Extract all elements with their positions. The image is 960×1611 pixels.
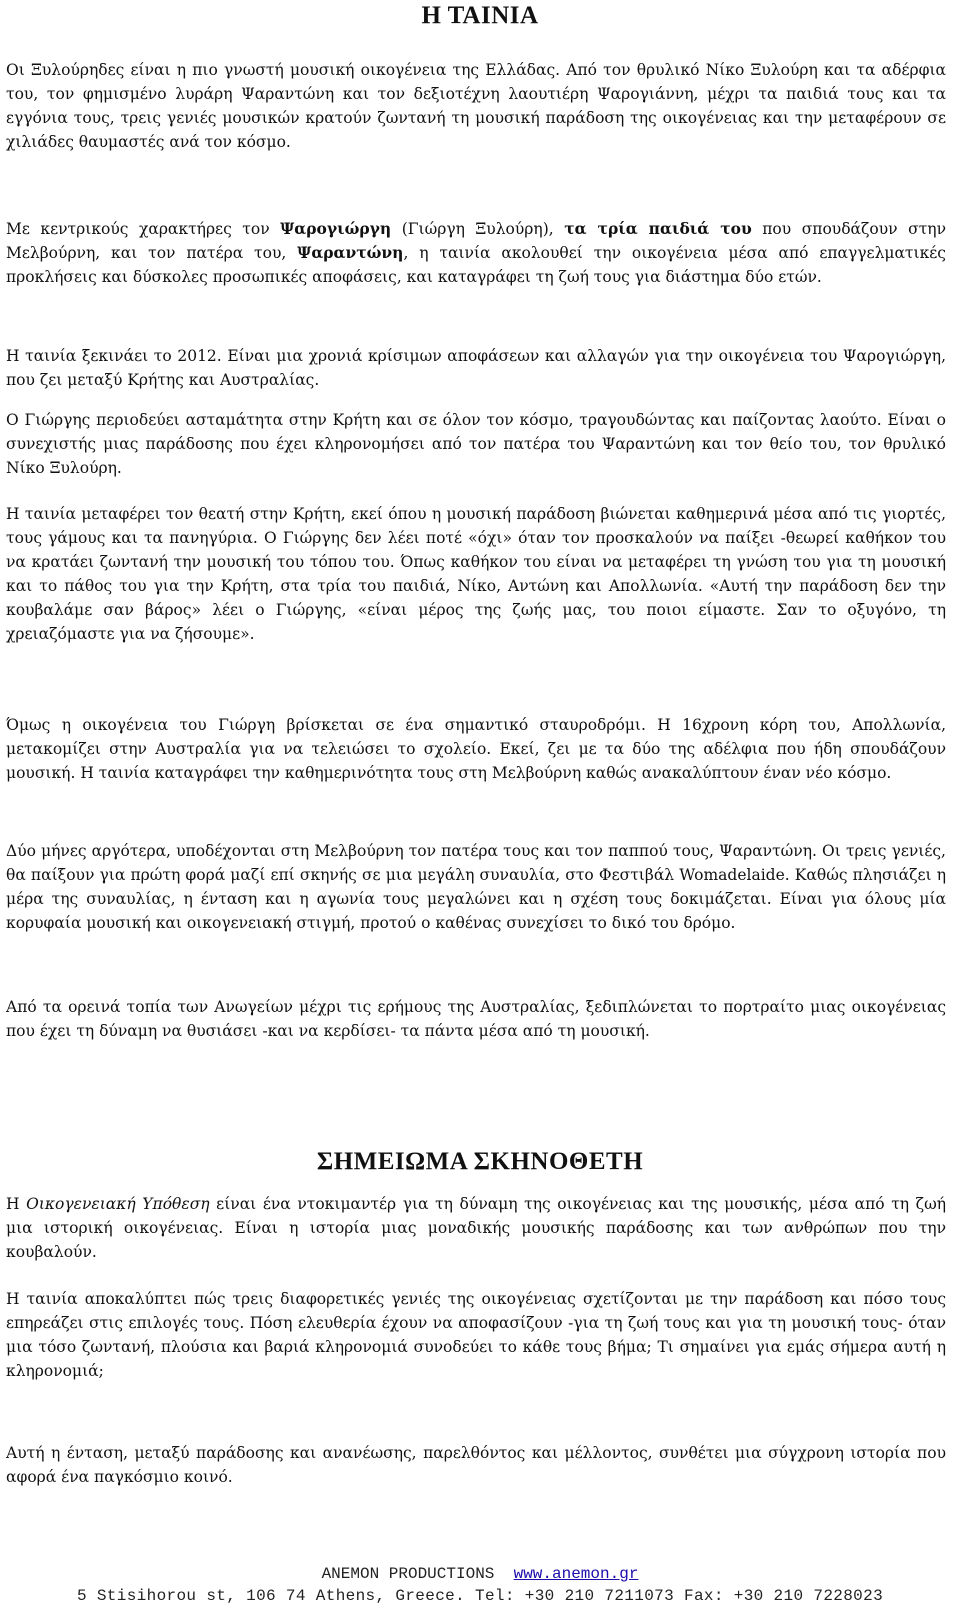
paragraph-crossroads: Όμως η οικογένεια του Γιώργη βρίσκεται σε ένα σημαντικό σταυροδρόμι. Η 16χρονη κόρη του, Απολλωνία, μετακομίζει στην Αυστραλία για να τελειώσει το σχολείο. Εκεί, ζει με τα δύο της αδέλφια που ήδη σπουδάζουν μουσική. Η ταινία καταγράφει την καθημερινότητα τους στη Μελβούρνη καθώς ανακαλύπτουν έναν νέο κόσμο. <box>6 716 946 782</box>
paragraph-start-2012: Η ταινία ξεκινάει το 2012. Είναι μια χρονιά κρίσιμων αποφάσεων και αλλαγών για την οικογένεια του Ψαρογιώργη, που ζει μεταξύ Κρήτης και Αυστραλίας. <box>6 347 946 389</box>
section-title-film: Η ΤΑΙΝΙΑ <box>421 2 539 29</box>
paragraph-generations: Η ταινία αποκαλύπτει πώς τρεις διαφορετικές γενιές της οικογένειας σχετίζονται με την παράδοση και πόσο τους επηρεάζει στις επιλογές τους. Πόση ελευθερία έχουν να αποφασίζουν -για τη ζωή τους και για τη μουσική τους- όταν μια τόσο ζωντανή, πλούσια και βαριά κληρονομιά συνοδεύει το κάθε τους βήμα; Τι σημαίνει για εμάς σήμερα αυτή η κληρονομιά; <box>6 1290 946 1380</box>
bold-three-children: τα τρία παιδιά του <box>564 219 752 238</box>
paragraph-concert: Δύο μήνες αργότερα, υποδέχονται στη Μελβούρνη τον πατέρα τους και τον παππού τους, Ψαραντώνη. Οι τρεις γενιές, θα παίξουν για πρώτη φορά μαζί επί σκηνής σε μια μεγάλη συναυλία, στο Φεστιβάλ Womadelaide. Καθώς πλησιάζει η μέρα της συναυλίας, η ένταση και η αγωνία τους μεγαλώνει και η σχέση τους δοκιμάζεται. Είναι για όλους μία κορυφαία μουσική και οικογενειακή στιγμή, προτού ο καθένας συνεχίσει το δικό του δρόμο. <box>6 842 946 932</box>
text-span: , η ταινία ακολουθεί την οικογένεια μέσα από επαγγελματικές προκλήσεις και δύσκολες προσωπικές αποφάσεις, και καταγράφει τη ζωή τους για διάστημα δύο ετών. <box>6 244 946 286</box>
footer-address: 5 Stisihorou st, 106 74 Athens, Greece. Tel: +30 210 7211073 Fax: +30 210 7228023 <box>76 1587 884 1605</box>
italic-film-title: Οικογενειακή Υπόθεση <box>26 1195 210 1213</box>
paragraph-landscapes: Από τα ορεινά τοπία των Ανωγείων μέχρι τις ερήμους της Αυστραλίας, ξεδιπλώνεται το πορτραίτο μιας οικογένειας που έχει τη δύναμη να θυσιάσει -και να κερδίσει- τα πάντα μέσα από τη μουσική. <box>6 998 946 1040</box>
text-span: (Γιώργη Ξυλούρη), <box>391 220 565 238</box>
section-title-directors-note: ΣΗΜΕΙΩΜΑ ΣΚΗΝΟΘΕΤΗ <box>316 1148 644 1175</box>
paragraph-tradition: Η ταινία μεταφέρει τον θεατή στην Κρήτη, εκεί όπου η μουσική παράδοση βιώνεται καθημερινά μέσα από τις γιορτές, τους γάμους και τα πανηγύρια. Ο Γιώργης δεν λέει ποτέ «όχι» όταν τον προσκαλούν να παίξει -θεωρεί καθήκον του να κρατάει ζωντανή την μουσική του τόπου του. Όπως καθήκον του είναι να μεταφέρει τη γνώση του για τη μουσική και το πάθος του για την Κρήτη, στα τρία του παιδιά, Νίκο, Αντώνη και Απολλωνία. «Αυτή την παράδοση δεν την κουβαλάμε σαν βάρος» λέει ο Γιώργης, «είναι μέρος της ζωής μας, του ποιοι είμαστε. Σαν το οξυγόνο, τη χρειαζόμαστε για να ζήσουμε». <box>6 505 946 643</box>
bold-name-psarantonis: Ψαραντώνη <box>297 243 404 262</box>
website-link[interactable]: www.anemon.gr <box>513 1565 639 1583</box>
bold-name-psarogiorgis: Ψαρογιώργη <box>280 219 392 238</box>
paragraph-characters <box>6 217 946 289</box>
text-span: που σπουδάζουν στην Μελβούρνη, και τον πατέρα του, <box>6 220 946 262</box>
text-span: είναι ένα ντοκιμαντέρ για τη δύναμη της οικογένειας και της μουσικής, μέσα από τη ζωή μια ιστορική οικογένειας. Είναι η ιστορία μιας μοναδικής μουσικής παράδοσης και των ανθρώπων που την κουβαλούν. <box>6 1195 946 1261</box>
paragraph-intro: Οι Ξυλούρηδες είναι η πιο γνωστή μουσική οικογένεια της Ελλάδας. Από τον θρυλικό Νίκο Ξυλούρη και τα αδέρφια του, τον φημισμένο λυράρη Ψαραντώνη και τον δεξιοτέχνη λαουτιέρη Ψαρογιάννη, μέχρι τα παιδιά τους και τα εγγόνια τους, τρεις γενιές μουσικών κρατούν ζωντανή τη μουσική παράδοση της οικογένειας και την μεταφέρουν σε χιλιάδες θαυμαστές ανά τον κόσμο. <box>6 61 946 151</box>
paragraph-tension: Αυτή η ένταση, μεταξύ παράδοσης και ανανέωσης, παρελθόντος και μέλλοντος, συνθέτει μια σύγχρονη ιστορία που αφορά ένα παγκόσμιο κοινό. <box>6 1444 946 1486</box>
text-span: Με κεντρικούς χαρακτήρες τον <box>6 220 281 238</box>
text-span: Η <box>6 1195 27 1213</box>
footer-company-line <box>0 1565 960 1583</box>
paragraph-documentary <box>6 1192 946 1264</box>
paragraph-touring: Ο Γιώργης περιοδεύει ασταμάτητα στην Κρήτη και σε όλον τον κόσμο, τραγουδώντας και παίζοντας λαούτο. Είναι ο συνεχιστής μιας παράδοσης που έχει κληρονομήσει από τον πατέρα του Ψαραντώνη και τον θείο του, τον θρυλικό Νίκο Ξυλούρη. <box>6 411 946 477</box>
company-name: ANEMON PRODUCTIONS <box>321 1565 495 1583</box>
